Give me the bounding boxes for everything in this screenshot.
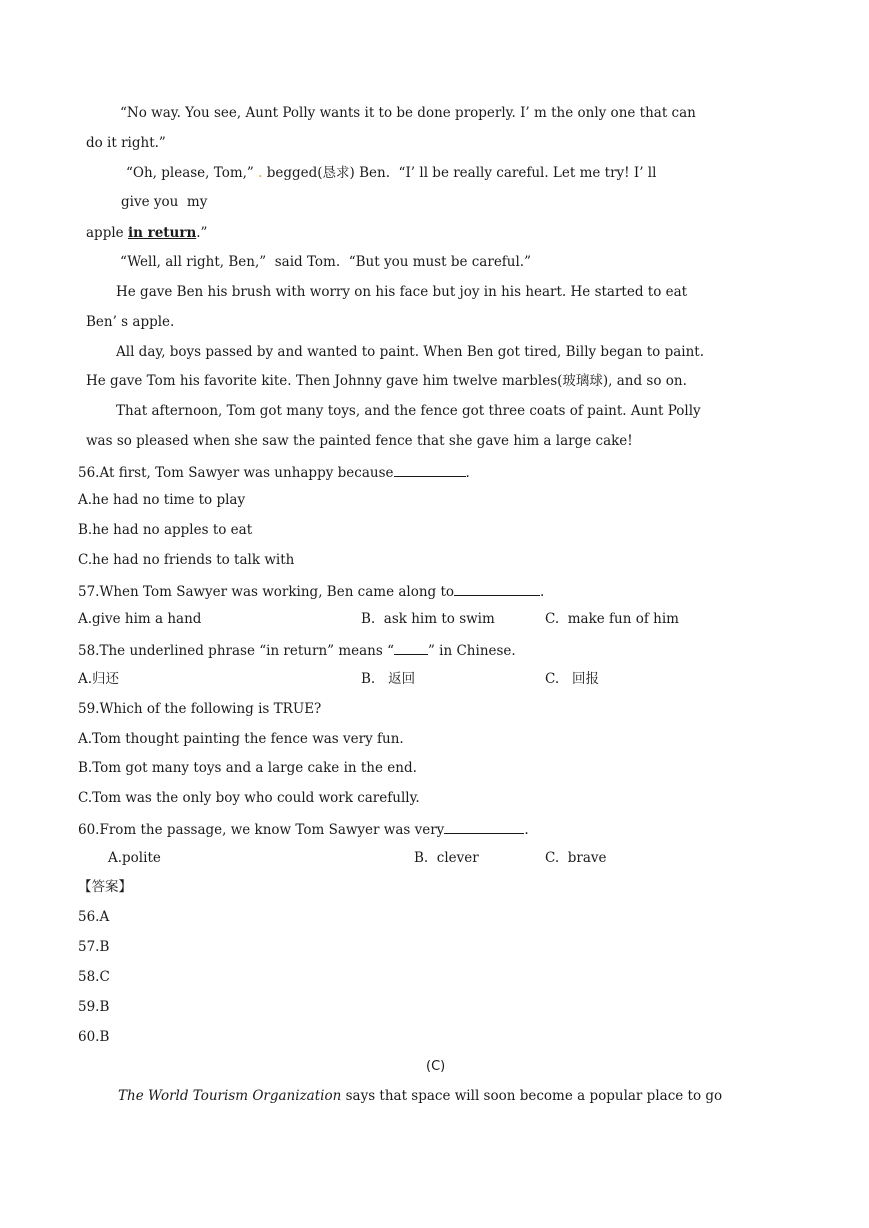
- answer-item: 57.B: [78, 939, 110, 955]
- story-line: “No way. You see, Aunt Polly wants it to be done properly. I’ m the only one that can: [120, 105, 696, 121]
- story-line: That afternoon, Tom got many toys, and the fence got three coats of paint. Aunt Polly: [116, 403, 701, 419]
- answer-blank: [394, 640, 428, 655]
- answer-item: 56.A: [78, 909, 110, 925]
- option-a: A.he had no time to play: [78, 492, 246, 508]
- underlined-phrase: in return: [127, 225, 197, 241]
- question-56: [78, 462, 470, 482]
- option-b: B. 返回: [361, 671, 416, 687]
- story-line: do it right.”: [86, 135, 166, 151]
- story-line: All day, boys passed by and wanted to paint. When Ben got tired, Billy began to paint.: [116, 344, 705, 360]
- question-stem: 60.From the passage, we know Tom Sawyer was very: [78, 822, 445, 838]
- story-line: Ben’ s apple.: [86, 314, 175, 330]
- story-text: begged(恳求) Ben. “I’ ll be really careful. Let me try! I’ ll: [262, 165, 657, 181]
- option-b: B.he had no apples to eat: [78, 522, 253, 538]
- option-a: A.give him a hand: [78, 611, 202, 627]
- story-text: .”: [196, 225, 208, 241]
- option-a: A.polite: [108, 850, 161, 866]
- question-end: .: [465, 465, 470, 481]
- option-c: C. make fun of him: [545, 611, 679, 627]
- story-line: [126, 164, 656, 182]
- story-text: says that space will soon become a popular place to go: [341, 1088, 723, 1104]
- question-57: [78, 581, 544, 601]
- answer-blank: [454, 581, 540, 596]
- question-stem: 57.When Tom Sawyer was working, Ben came along to: [78, 584, 455, 600]
- answer-header: 【答案】: [78, 879, 132, 895]
- option-b: B.Tom got many toys and a large cake in the end.: [78, 760, 417, 776]
- option-b: B. ask him to swim: [361, 611, 495, 627]
- option-a: A.Tom thought painting the fence was very fun.: [78, 731, 404, 747]
- story-line: “Well, all right, Ben,” said Tom. “But you must be careful.”: [120, 254, 532, 270]
- organization-name: The World Tourism Organization: [118, 1088, 342, 1104]
- answer-blank: [444, 819, 524, 834]
- answer-item: 58.C: [78, 969, 110, 985]
- question-end: .: [540, 584, 545, 600]
- question-60: [78, 819, 529, 839]
- yellow-mark: .: [258, 165, 263, 181]
- option-b: B. clever: [414, 850, 479, 866]
- option-c: C.he had no friends to talk with: [78, 552, 295, 568]
- option-a: A.归还: [78, 671, 120, 687]
- option-c: C.Tom was the only boy who could work carefully.: [78, 790, 420, 806]
- question-stem: 56.At first, Tom Sawyer was unhappy because: [78, 465, 394, 481]
- story-line: give you my: [121, 194, 208, 210]
- story-text: apple: [86, 225, 128, 241]
- question-stem: ” in Chinese.: [427, 643, 516, 659]
- section-heading: (C): [426, 1059, 446, 1074]
- question-58: [78, 640, 516, 660]
- option-c: C. brave: [545, 850, 607, 866]
- question-59: 59.Which of the following is TRUE?: [78, 701, 322, 717]
- story-line: He gave Ben his brush with worry on his face but joy in his heart. He started to eat: [116, 284, 688, 300]
- story-line: [86, 224, 207, 242]
- story-line: was so pleased when she saw the painted fence that she gave him a large cake!: [86, 433, 633, 449]
- section-first-line: [118, 1087, 722, 1105]
- question-stem: 58.The underlined phrase “in return” means “: [78, 643, 394, 659]
- question-end: .: [524, 822, 529, 838]
- story-text: “Oh, please, Tom,”: [126, 165, 254, 181]
- answer-item: 59.B: [78, 999, 110, 1015]
- option-c: C. 回报: [545, 671, 600, 687]
- answer-blank: [394, 462, 466, 477]
- story-line: He gave Tom his favorite kite. Then Johnny gave him twelve marbles(玻璃球), and so on.: [86, 373, 687, 389]
- answer-item: 60.B: [78, 1029, 110, 1045]
